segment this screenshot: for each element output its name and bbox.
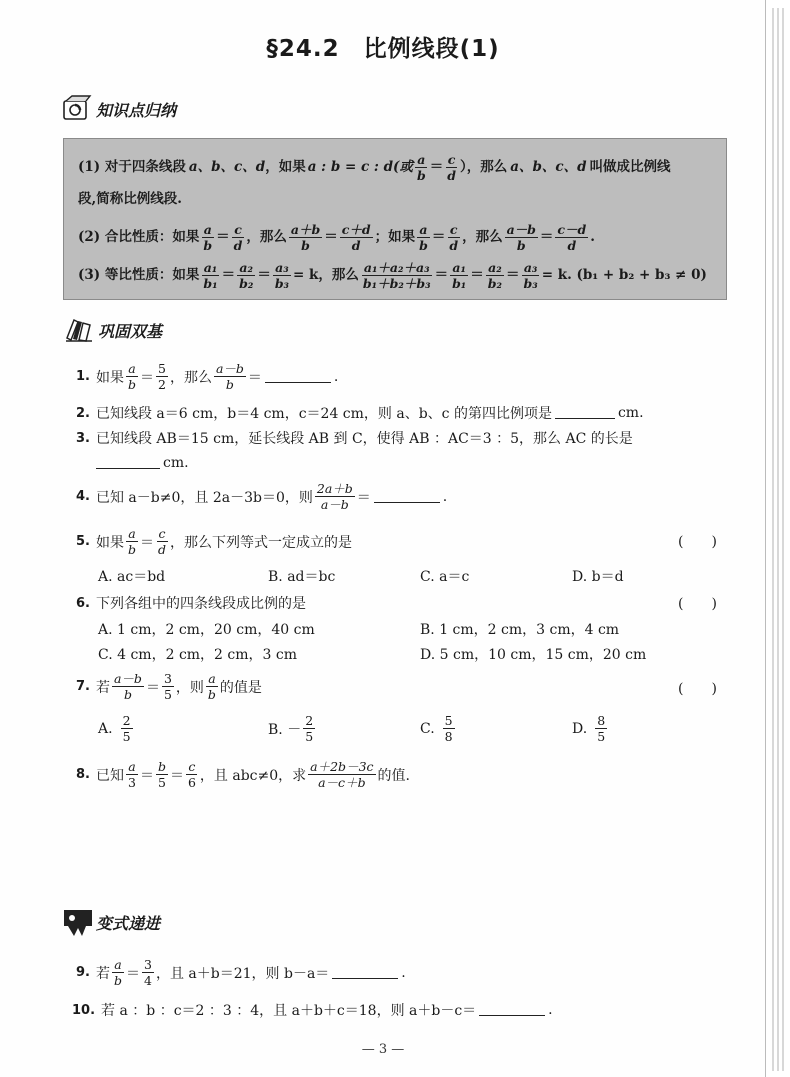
k-text: a、b、c、d bbox=[510, 158, 587, 175]
question-8: 8. 已知 $\frac{a}{3}$ ＝ $\frac{b}{5}$ ＝ $\frac{c}{6}$ ，且 abc≠0，求 $\frac{a+2b-3c}{a-c+b}$ 的值. bbox=[76, 759, 410, 791]
question-4: 4. 已知 a－b≠0，且 2a－3b＝0，则 $\frac{2a+b}{a-b}$ ＝ . bbox=[76, 481, 448, 513]
knowledge-line-3: (2) 合比性质：如果 $\frac{a}{b}$ ＝ $\frac{c}{d}$ ，那么 $\frac{a+b}{b}$ ＝ $\frac{c+d}{d}$ ；如果 $\frac{a}{b}$ ＝ $\frac{c}{d}$ ，那么 $\frac{a-b}{b}$ ＝ $\frac{c-d}{d}$ . bbox=[78, 222, 595, 254]
q-text: 已知线段 AB＝15 cm，延长线段 AB 到 C，使得 AB ：AC＝3 ：5，那么 AC 的长是 bbox=[95, 431, 633, 447]
q-number: 10. bbox=[72, 1002, 96, 1018]
q-text: ＝ bbox=[247, 369, 262, 386]
q-text: 的值是 bbox=[219, 679, 262, 696]
option-7a[interactable]: A. $\frac{2}{5}$ bbox=[98, 713, 131, 745]
answer-paren-7[interactable]: ( ) bbox=[678, 681, 717, 697]
q-text: ，且 abc≠0，求 bbox=[199, 767, 307, 784]
option-6b[interactable]: B. 1 cm，2 cm，3 cm，4 cm bbox=[420, 622, 620, 638]
k-text: ，那么 bbox=[462, 228, 503, 245]
answer-blank[interactable] bbox=[479, 1004, 545, 1016]
question-10 bbox=[72, 1000, 553, 1020]
option-label: A. bbox=[98, 720, 113, 737]
q-text: cm. bbox=[163, 455, 189, 471]
q-number: 7. bbox=[76, 679, 90, 695]
k-text: a : b = c : d(或 bbox=[307, 158, 413, 175]
knowledge-line-1: (1) 对于四条线段 a、b、c、d ，如果 a : b = c : d(或 $\frac{a}{b}$ ＝ $\frac{c}{d}$ ），那么 a、b、c、d 叫做成比例线 bbox=[78, 152, 671, 184]
q-text: 若 a ：b ：c＝2 ：3 ：4，且 a＋b＋c＝18，则 a＋b－c＝ bbox=[101, 1003, 477, 1019]
question-9: 9. 若 $\frac{a}{b}$ ＝ $\frac{3}{4}$ ，且 a＋b＝21，则 b－a＝ . bbox=[76, 957, 406, 989]
section-variants-header bbox=[62, 908, 160, 936]
q-number: 1. bbox=[76, 369, 90, 385]
question-1: 1. 如果 $\frac{a}{b}$ ＝ $\frac{5}{2}$ ，那么 $\frac{a-b}{b}$ ＝ . bbox=[76, 361, 339, 393]
q-text: 的值. bbox=[377, 767, 410, 784]
q-number: 9. bbox=[76, 965, 90, 981]
question-3 bbox=[76, 428, 633, 448]
q-text: ＝ bbox=[356, 489, 371, 506]
q-text: 如果 bbox=[95, 369, 124, 386]
question-6 bbox=[76, 593, 306, 613]
option-7c[interactable]: C. $\frac{5}{8}$ bbox=[420, 713, 453, 745]
option-6d[interactable]: D. 5 cm，10 cm，15 cm，20 cm bbox=[420, 647, 647, 663]
q-text: 若 bbox=[95, 679, 110, 696]
q-text: ，且 a＋b＝21，则 b－a＝ bbox=[155, 965, 330, 982]
question-2 bbox=[76, 403, 644, 423]
answer-blank[interactable] bbox=[374, 491, 440, 503]
page-title: §24.2 比例线段(1) bbox=[266, 36, 500, 62]
question-5: 5. 如果 $\frac{a}{b}$ ＝ $\frac{c}{d}$ ，那么下列等式一定成立的是 bbox=[76, 526, 353, 558]
k-text: ），那么 bbox=[459, 158, 508, 175]
page-number: — 3 — bbox=[361, 1042, 405, 1057]
knowledge-box bbox=[63, 138, 727, 300]
q-text: ，那么 bbox=[169, 369, 212, 386]
answer-blank[interactable] bbox=[96, 457, 160, 469]
option-7b[interactable]: B. － $\frac{2}{5}$ bbox=[268, 713, 314, 745]
q-number: 8. bbox=[76, 767, 90, 783]
option-5d[interactable]: D. b＝d bbox=[572, 569, 624, 585]
q-text: cm. bbox=[617, 405, 644, 421]
q-text: . bbox=[548, 1002, 553, 1018]
answer-blank[interactable] bbox=[332, 967, 398, 979]
answer-blank[interactable] bbox=[265, 371, 331, 383]
q-text: 下列各组中的四条线段成比例的是 bbox=[95, 596, 306, 612]
q-text: . bbox=[442, 488, 448, 505]
k-text: ，那么 bbox=[246, 228, 287, 245]
q-text: 已知 bbox=[95, 767, 124, 784]
k-text: (1) 对于四条线段 bbox=[78, 158, 186, 175]
knowledge-line-4: (3) 等比性质：如果 $\frac{\text{a₁}}{\text{b₁}}$ ＝ $\frac{\text{a₂}}{\text{b₂}}$ ＝ $\frac{\text{a₃}}{\text{b₃}}$ = k，那么 $\frac{\text{a₁＋a₂＋a₃}}{\text{b₁＋b₂＋b₃}}$ ＝ $\frac{\text{a₁}}{\text{b₁}}$ ＝ $\frac{\text{a₂}}{\text{b₂}}$ ＝ $\frac{\text{a₃}}{\text{b₃}}$ = k. (b₁ + b₂ + b₃ ≠ 0) bbox=[78, 260, 707, 292]
option-6a[interactable]: A. 1 cm，2 cm，20 cm，40 cm bbox=[98, 622, 315, 638]
q-text: 如果 bbox=[95, 534, 124, 551]
option-5c[interactable]: C. a＝c bbox=[420, 569, 470, 585]
option-label: C. bbox=[420, 720, 435, 737]
q-text: . bbox=[401, 964, 406, 981]
section-knowledge-title: 知识点归纳 bbox=[96, 100, 177, 120]
section-basics-header bbox=[64, 316, 162, 344]
k-text: 叫做成比例线 bbox=[589, 158, 671, 175]
q-text: ，那么下列等式一定成立的是 bbox=[170, 534, 353, 551]
section-basics-title: 巩固双基 bbox=[98, 321, 163, 341]
q-number: 6. bbox=[76, 595, 90, 611]
q-number: 4. bbox=[76, 489, 90, 505]
fraction-c-d: $\frac{c}{d}$ bbox=[447, 152, 456, 184]
k-text: ，如果 bbox=[265, 158, 306, 175]
q-number: 5. bbox=[76, 534, 90, 550]
section-variants-title: 变式递进 bbox=[96, 913, 161, 933]
q-text: 若 bbox=[95, 965, 110, 982]
q-text: 已知 a－b≠0，且 2a－3b＝0，则 bbox=[95, 489, 313, 506]
option-6c[interactable]: C. 4 cm，2 cm，2 cm，3 cm bbox=[98, 647, 298, 663]
cap-icon bbox=[62, 908, 92, 936]
q-number: 2. bbox=[76, 405, 90, 421]
books-icon bbox=[64, 316, 94, 344]
section-knowledge-header bbox=[62, 95, 176, 123]
question-3-cont bbox=[96, 455, 189, 471]
option-5a[interactable]: A. ac＝bd bbox=[98, 569, 166, 585]
answer-blank[interactable] bbox=[555, 407, 615, 419]
option-5b[interactable]: B. ad＝bc bbox=[268, 569, 336, 585]
answer-paren-5[interactable]: ( ) bbox=[678, 534, 717, 550]
fraction-a-b: $\frac{a}{b}$ bbox=[416, 152, 426, 184]
q-text: 已知线段 a＝6 cm，b＝4 cm，c＝24 cm，则 a、b、c 的第四比例项是 bbox=[95, 406, 552, 422]
answer-paren-6[interactable]: ( ) bbox=[678, 596, 717, 612]
book-circle-icon bbox=[62, 95, 92, 123]
option-label: B. － bbox=[268, 721, 302, 738]
option-label: D. bbox=[572, 720, 588, 737]
k-text: = k. (b₁ + b₂ + b₃ ≠ 0) bbox=[541, 266, 707, 283]
k-text: a、b、c、d bbox=[188, 158, 266, 175]
q-text: ，则 bbox=[175, 679, 204, 696]
k-text: ；如果 bbox=[374, 228, 416, 245]
knowledge-line-2: 段,简称比例线段. bbox=[78, 191, 182, 207]
k-text: (3) 等比性质：如果 bbox=[78, 266, 200, 283]
k-text: = k，那么 bbox=[293, 266, 359, 283]
option-7d[interactable]: D. $\frac{8}{5}$ bbox=[572, 713, 606, 745]
q-text: . bbox=[333, 368, 339, 385]
q-number: 3. bbox=[76, 430, 90, 446]
k-text: (2) 合比性质：如果 bbox=[78, 228, 200, 245]
question-7: 7. 若 $\frac{a-b}{b}$ ＝ $\frac{3}{5}$ ，则 $\frac{a}{b}$ 的值是 bbox=[76, 671, 262, 703]
